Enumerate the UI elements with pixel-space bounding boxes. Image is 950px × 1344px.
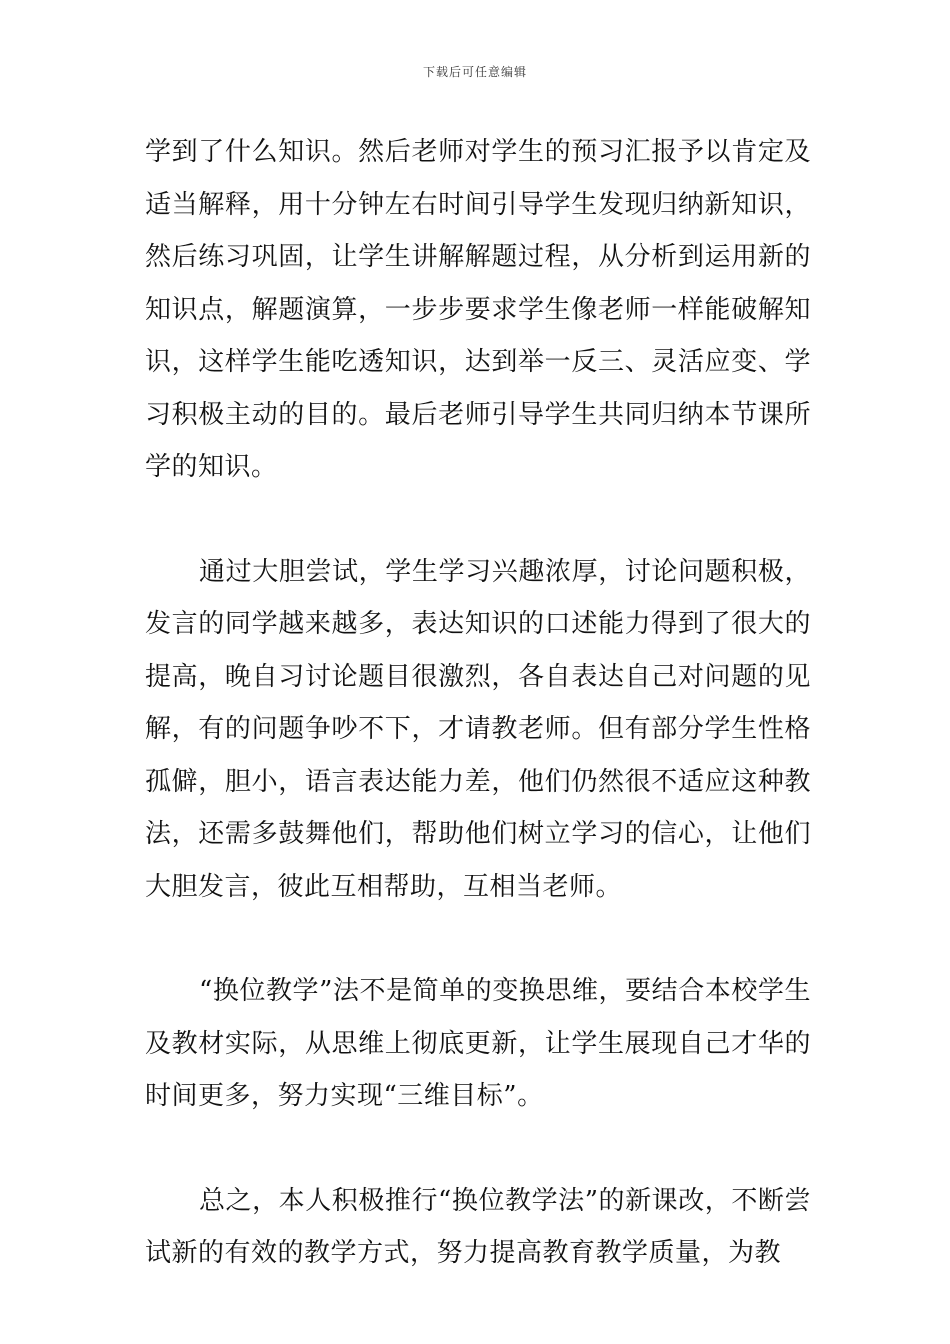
page-header: 下载后可任意编辑 xyxy=(422,65,527,79)
paragraph-continuation: 学到了什么知识。然后老师对学生的预习汇报予以肯定及适当解释，用十分钟左右时间引导学生发现归纳新知识，然后练习巩固，让学生讲解解题过程，从分析到运用新的知识点，解题演算，一步步要求学生像老师一样能破解知识，这样学生能吃透知识，达到举一反三、灵活应变、学习积极主动的目的。最后老师引导学生共同归纳本节课所学的知识。 xyxy=(145,137,811,482)
paragraph-student-participation: 通过大胆尝试，学生学习兴趣浓厚，讨论问题积极，发言的同学越来越多，表达知识的口述能力得到了很大的提高，晚自习讨论题目很激烈，各自表达自己对问题的见解，有的问题争吵不下，才请教老师。但有部分学生性格孤僻，胆小，语言表达能力差，他们仍然很不适应这种教法，还需多鼓舞他们，帮助他们树立学习的信心，让他们大胆发言，彼此互相帮助，互相当老师。 xyxy=(145,556,811,902)
paragraph-teaching-method: “换位教学”法不是简单的变换思维，要结合本校学生及教材实际，从思维上彻底更新，让学生展现自己才华的时间更多，努力实现“三维目标”。 xyxy=(145,976,811,1111)
paragraph-spacer xyxy=(145,913,811,965)
paragraph-spacer xyxy=(145,1123,811,1175)
document-body xyxy=(145,126,811,1280)
paragraph-conclusion: 总之，本人积极推行“换位教学法”的新课改，不断尝试新的有效的教学方式，努力提高教育教学质量，为教 xyxy=(145,1185,811,1268)
paragraph-spacer xyxy=(145,494,811,546)
